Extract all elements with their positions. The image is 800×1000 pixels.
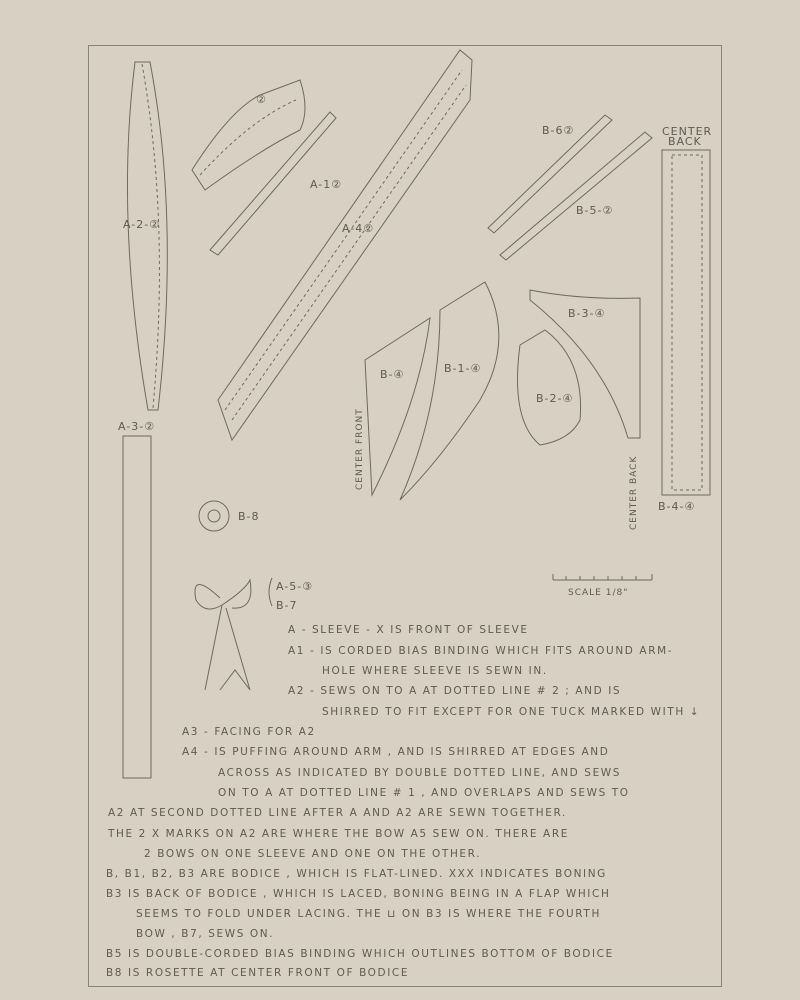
note-line: A4 - IS PUFFING AROUND ARM , AND IS SHIRRED AT EDGES AND: [182, 746, 610, 758]
label-b4: B-4-④: [658, 500, 696, 513]
note-line: A3 - FACING FOR A2: [182, 726, 316, 738]
pattern-line: [142, 64, 159, 408]
note-line: THE 2 X MARKS ON A2 ARE WHERE THE BOW A5 SEW ON. THERE ARE: [108, 828, 569, 840]
label-scale: SCALE 1/8": [568, 588, 629, 598]
label-a2: A-2-②: [123, 218, 161, 231]
piece-b2: [518, 330, 581, 445]
label-center-back-top: CENTER: [662, 125, 713, 138]
label-center-back-side: CENTER BACK: [629, 455, 639, 530]
note-line: B5 IS DOUBLE-CORDED BIAS BINDING WHICH OUTLINES BOTTOM OF BODICE: [106, 948, 614, 960]
note-line: ON TO A AT DOTTED LINE # 1 , AND OVERLAPS AND SEWS TO: [218, 787, 630, 799]
pattern-line: [269, 578, 272, 606]
note-line: 2 BOWS ON ONE SLEEVE AND ONE ON THE OTHER.: [144, 848, 482, 860]
note-line: A2 AT SECOND DOTTED LINE AFTER A AND A2 ARE SEWN TOGETHER.: [108, 807, 567, 819]
note-line: B3 IS BACK OF BODICE , WHICH IS LACED, BONING BEING IN A FLAP WHICH: [106, 888, 611, 900]
note-line: SHIRRED TO FIT EXCEPT FOR ONE TUCK MARKED WITH ↓: [322, 706, 701, 718]
piece-b: [365, 318, 430, 495]
note-line: A2 - SEWS ON TO A AT DOTTED LINE # 2 ; AND IS: [288, 685, 622, 697]
label-a1: A-1②: [310, 178, 343, 191]
note-line: SEEMS TO FOLD UNDER LACING. THE ⊔ ON B3 IS WHERE THE FOURTH: [136, 908, 601, 920]
label-b2: B-2-④: [536, 392, 574, 405]
label-center-front: CENTER FRONT: [355, 408, 365, 490]
label-b: B-④: [380, 368, 405, 381]
note-line: ACROSS AS INDICATED BY DOUBLE DOTTED LINE, AND SEWS: [218, 767, 622, 779]
label-center-back-top2: BACK: [668, 135, 702, 148]
label-a5: A-5-③: [276, 580, 314, 593]
rosette-b8: [199, 501, 229, 531]
label-a-top: ②: [256, 93, 267, 106]
note-line: B, B1, B2, B3 ARE BODICE , WHICH IS FLAT-LINED. XXX INDICATES BONING: [106, 868, 607, 880]
label-b6: B-6②: [542, 124, 575, 137]
label-a4: A-4②: [342, 222, 375, 235]
label-b7: B-7: [276, 599, 298, 612]
label-a3: A-3-②: [118, 420, 156, 433]
label-b3: B-3-④: [568, 307, 606, 320]
label-b1: B-1-④: [444, 362, 482, 375]
note-line: BOW , B7, SEWS ON.: [136, 928, 275, 940]
pattern-line: [225, 70, 466, 420]
piece-a4: [218, 50, 472, 440]
pattern-line: [672, 155, 702, 490]
note-line: HOLE WHERE SLEEVE IS SEWN IN.: [322, 665, 548, 677]
scale-bar: [553, 574, 652, 580]
note-line: A1 - IS CORDED BIAS BINDING WHICH FITS AROUND ARM-: [288, 645, 674, 657]
piece-b4: [662, 150, 710, 495]
label-b8: B-8: [238, 510, 260, 523]
pattern-line: [208, 510, 220, 522]
piece-a3: [123, 436, 151, 778]
piece-a2: [127, 62, 167, 410]
label-b5: B-5-②: [576, 204, 614, 217]
bow-a5-b7: [195, 580, 251, 690]
note-line: B8 IS ROSETTE AT CENTER FRONT OF BODICE: [106, 967, 410, 979]
note-line: A - SLEEVE - X IS FRONT OF SLEEVE: [288, 624, 529, 636]
piece-b5: [500, 132, 652, 260]
